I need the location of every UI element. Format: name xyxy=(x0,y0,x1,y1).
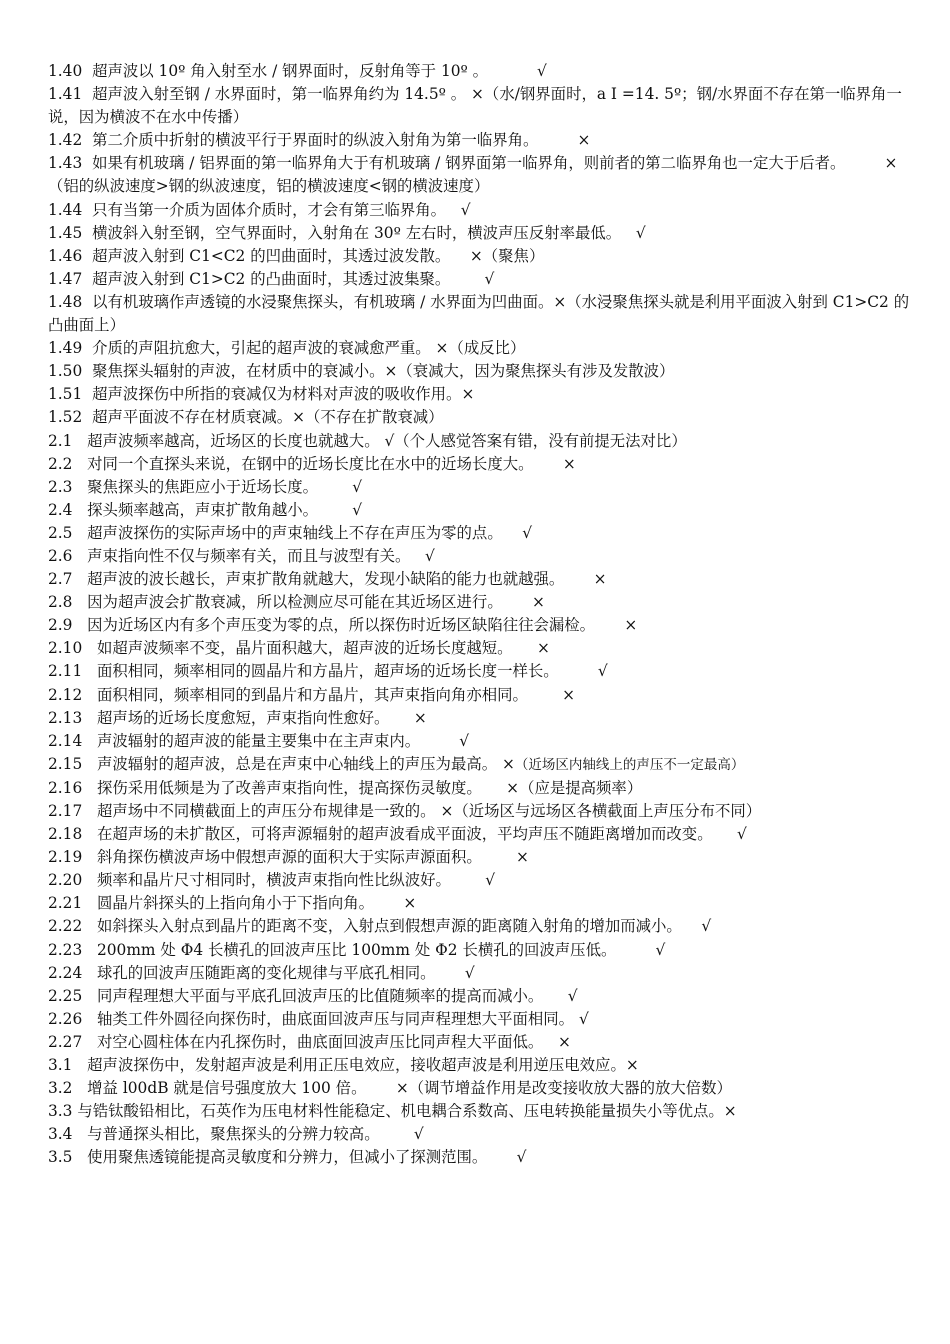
question-text: 声波辐射的超声波的能量主要集中在主声束内。 √ xyxy=(82,731,470,750)
question-item xyxy=(48,1054,910,1077)
question-item xyxy=(48,383,910,406)
question-item xyxy=(48,406,910,429)
question-item xyxy=(48,545,910,568)
question-text: 如果有机玻璃 / 铝界面的第一临界角大于有机玻璃 / 钢界面第一临界角，则前者的第二临界角也一定大于后者。 ×（铝的纵波速度>钢的纵波速度，铝的横波速度<钢的横波速度） xyxy=(48,154,898,196)
question-number: 2.16 xyxy=(48,778,83,797)
question-number: 2.4 xyxy=(48,500,73,519)
question-text: 频率和晶片尺寸相同时，横波声束指向性比纵波好。 √ xyxy=(82,871,495,890)
question-number: 2.27 xyxy=(48,1032,83,1051)
question-number: 2.22 xyxy=(48,917,83,936)
question-item xyxy=(48,222,910,245)
question-item xyxy=(48,60,910,83)
question-text: 第二介质中折射的横波平行于界面时的纵波入射角为第一临界角。 × xyxy=(82,131,591,150)
question-number: 1.48 xyxy=(48,292,83,311)
question-number: 3.1 xyxy=(48,1056,73,1075)
document-body xyxy=(48,60,910,1170)
question-item xyxy=(48,337,910,360)
question-text: 探头频率越高，声束扩散角越小。 √ xyxy=(72,500,363,519)
question-item xyxy=(48,152,910,198)
question-number: 2.21 xyxy=(48,894,83,913)
question-number: 2.9 xyxy=(48,616,73,635)
question-text: 超声波以 10º 角入射至水 / 钢界面时，反射角等于 10º 。 √ xyxy=(82,62,547,80)
question-item xyxy=(48,591,910,614)
question-number: 2.11 xyxy=(48,662,83,681)
question-text: 以有机玻璃作声透镜的水浸聚焦探头，有机玻璃 / 水界面为凹曲面。×（水浸聚焦探头就是利用平面波入射到 C1>C2 的凸曲面上） xyxy=(48,292,910,335)
question-item xyxy=(48,453,910,476)
question-item xyxy=(48,268,910,291)
question-item xyxy=(48,1146,910,1169)
question-text: 同声程理想大平面与平底孔回波声压的比值随频率的提高而减小。 √ xyxy=(82,986,578,1005)
question-text: 超声波入射到 C1<C2 的凹曲面时，其透过波发散。 ×（聚焦） xyxy=(82,246,545,265)
question-text: 轴类工件外圆径向探伤时，曲底面回波声压与同声程理想大平面相同。 √ xyxy=(82,1009,589,1028)
question-item xyxy=(48,614,910,637)
question-item xyxy=(48,915,910,938)
question-item xyxy=(48,684,910,707)
question-number: 2.8 xyxy=(48,593,73,612)
question-number: 2.3 xyxy=(48,477,73,496)
question-text: 聚焦探头的焦距应小于近场长度。 √ xyxy=(72,477,363,496)
question-item xyxy=(48,985,910,1008)
question-text: 超声波入射至钢 / 水界面时，第一临界角约为 14.5º 。 ×（水/钢界面时，a Ⅰ =14. 5º；钢/水界面不存在第一临界角一说，因为横波不在水中传播） xyxy=(48,85,902,127)
question-number: 2.10 xyxy=(48,639,83,658)
question-item xyxy=(48,1077,910,1100)
question-text: 超声波入射到 C1>C2 的凸曲面时，其透过波集聚。 √ xyxy=(82,269,495,288)
question-number: 1.43 xyxy=(48,154,83,173)
question-item xyxy=(48,660,910,683)
question-text: 超声波频率越高，近场区的长度也就越大。 √（个人感觉答案有错，没有前提无法对比） xyxy=(72,431,687,450)
question-item xyxy=(48,962,910,985)
question-number: 1.42 xyxy=(48,131,83,150)
question-text: 超声场中不同横截面上的声压分布规律是一致的。 ×（近场区与远场区各横截面上声压分布不同） xyxy=(82,802,762,820)
question-item xyxy=(48,129,910,152)
question-item xyxy=(48,823,910,846)
question-number: 2.18 xyxy=(48,825,83,844)
question-item xyxy=(48,846,910,869)
question-text: 介质的声阻抗愈大，引起的超声波的衰减愈严重。 ×（成反比） xyxy=(82,339,526,358)
question-number: 2.12 xyxy=(48,685,83,704)
question-text: 与普通探头相比，聚焦探头的分辨力较高。 √ xyxy=(72,1125,424,1144)
answer-note: （近场区内轴线上的声压不一定最高） xyxy=(514,756,745,773)
question-item xyxy=(48,199,910,222)
question-text: 声束指向性不仅与频率有关，而且与波型有关。 √ xyxy=(72,546,435,565)
question-text: 探伤采用低频是为了改善声束指向性，提高探伤灵敏度。 ×（应是提高频率） xyxy=(82,778,643,797)
question-number: 2.2 xyxy=(48,454,73,473)
question-number: 2.25 xyxy=(48,986,83,1005)
question-number: 2.20 xyxy=(48,871,83,890)
question-item xyxy=(48,892,910,915)
question-text: 如斜探头入射点到晶片的距离不变，入射点到假想声源的距离随入射角的增加而减小。 √ xyxy=(82,917,712,936)
question-item xyxy=(48,1123,910,1146)
question-text: 只有当第一介质为固体介质时，才会有第三临界角。 √ xyxy=(82,200,471,219)
question-item xyxy=(48,430,910,453)
question-number: 2.5 xyxy=(48,523,73,542)
question-number: 1.49 xyxy=(48,339,83,358)
question-text: 横波斜入射至钢，空气界面时，入射角在 30º 左右时，横波声压反射率最低。 √ xyxy=(82,223,646,242)
question-number: 2.26 xyxy=(48,1009,83,1028)
question-number: 1.47 xyxy=(48,269,83,288)
question-text: 200mm 处 Φ4 长横孔的回波声压比 100mm 处 Φ2 长横孔的回波声压低。 √ xyxy=(82,940,666,959)
question-number: 1.40 xyxy=(48,62,83,80)
question-text: 在超声场的未扩散区，可将声源辐射的超声波看成平面波，平均声压不随距离增加而改变。 √ xyxy=(82,825,747,844)
question-item xyxy=(48,360,910,383)
question-item xyxy=(48,800,910,823)
question-number: 1.44 xyxy=(48,200,83,219)
question-text: 对空心圆柱体在内孔探伤时，曲底面回波声压比同声程大平面低。 × xyxy=(82,1032,571,1051)
question-number: 1.51 xyxy=(48,385,83,404)
question-item xyxy=(48,1008,910,1031)
question-text: 因为近场区内有多个声压变为零的点，所以探伤时近场区缺陷往往会漏检。 × xyxy=(72,616,638,635)
question-item xyxy=(48,568,910,591)
question-item xyxy=(48,637,910,660)
question-item xyxy=(48,291,910,337)
question-number: 2.7 xyxy=(48,570,73,589)
question-text: 超声波的波长越长，声束扩散角就越大，发现小缺陷的能力也就越强。 × xyxy=(72,570,607,589)
question-text: 因为超声波会扩散衰减，所以检测应尽可能在其近场区进行。 × xyxy=(72,593,545,612)
question-number: 1.52 xyxy=(48,408,83,427)
question-text: 增益 l00dB 就是信号强度放大 100 倍。 ×（调节增益作用是改变接收放大器的放大倍数） xyxy=(72,1079,732,1098)
question-text: 斜角探伤横波声场中假想声源的面积大于实际声源面积。 × xyxy=(82,848,529,867)
question-item xyxy=(48,753,910,777)
question-number: 3.2 xyxy=(48,1079,73,1098)
question-text: 面积相同，频率相同的到晶片和方晶片，其声束指向角亦相同。 × xyxy=(82,685,576,704)
question-number: 2.6 xyxy=(48,546,73,565)
question-number: 1.41 xyxy=(48,85,83,104)
question-text: 使用聚焦透镜能提高灵敏度和分辨力，但减小了探测范围。 √ xyxy=(72,1148,527,1167)
question-number: 2.17 xyxy=(48,802,83,820)
question-item xyxy=(48,730,910,753)
question-text: 声波辐射的超声波，总是在声束中心轴线上的声压为最高。 × xyxy=(82,754,515,773)
question-item xyxy=(48,939,910,962)
question-item xyxy=(48,1100,910,1123)
question-item xyxy=(48,707,910,730)
question-number: 3.3 xyxy=(48,1102,73,1121)
question-text: 超声场的近场长度愈短，声束指向性愈好。 × xyxy=(82,708,427,727)
question-number: 2.19 xyxy=(48,848,83,867)
question-number: 2.24 xyxy=(48,963,83,982)
question-item xyxy=(48,83,910,129)
question-item xyxy=(48,777,910,800)
question-item xyxy=(48,522,910,545)
question-item xyxy=(48,476,910,499)
question-text: 与锆钛酸铅相比，石英作为压电材料性能稳定、机电耦合系数高、压电转换能量损失小等优点。× xyxy=(72,1102,737,1121)
question-text: 如超声波频率不变，晶片面积越大，超声波的近场长度越短。 × xyxy=(82,639,550,658)
question-number: 1.46 xyxy=(48,246,83,265)
question-item xyxy=(48,499,910,522)
question-text: 超声波探伤中，发射超声波是利用正压电效应，接收超声波是利用逆压电效应。× xyxy=(72,1056,639,1075)
question-number: 3.4 xyxy=(48,1125,73,1144)
question-text: 对同一个直探头来说，在钢中的近场长度比在水中的近场长度大。 × xyxy=(72,454,576,473)
question-text: 聚焦探头辐射的声波，在材质中的衰减小。×（衰减大，因为聚焦探头有涉及发散波） xyxy=(82,362,675,381)
question-text: 超声平面波不存在材质衰减。×（不存在扩散衰减） xyxy=(82,408,444,427)
question-item xyxy=(48,245,910,268)
question-item xyxy=(48,869,910,892)
question-number: 2.13 xyxy=(48,708,83,727)
question-number: 2.15 xyxy=(48,754,83,773)
question-item xyxy=(48,1031,910,1054)
question-text: 球孔的回波声压随距离的变化规律与平底孔相同。 √ xyxy=(82,963,475,982)
question-text: 超声波探伤的实际声场中的声束轴线上不存在声压为零的点。 √ xyxy=(72,523,533,542)
question-text: 超声波探伤中所指的衰减仅为材料对声波的吸收作用。× xyxy=(82,385,475,404)
question-number: 2.23 xyxy=(48,940,83,959)
question-number: 1.50 xyxy=(48,362,83,381)
question-number: 2.14 xyxy=(48,731,83,750)
question-number: 3.5 xyxy=(48,1148,73,1167)
question-text: 面积相同，频率相同的圆晶片和方晶片，超声场的近场长度一样长。 √ xyxy=(82,662,608,681)
question-number: 1.45 xyxy=(48,223,83,242)
question-number: 2.1 xyxy=(48,431,73,450)
question-text: 圆晶片斜探头的上指向角小于下指向角。 × xyxy=(82,894,417,913)
